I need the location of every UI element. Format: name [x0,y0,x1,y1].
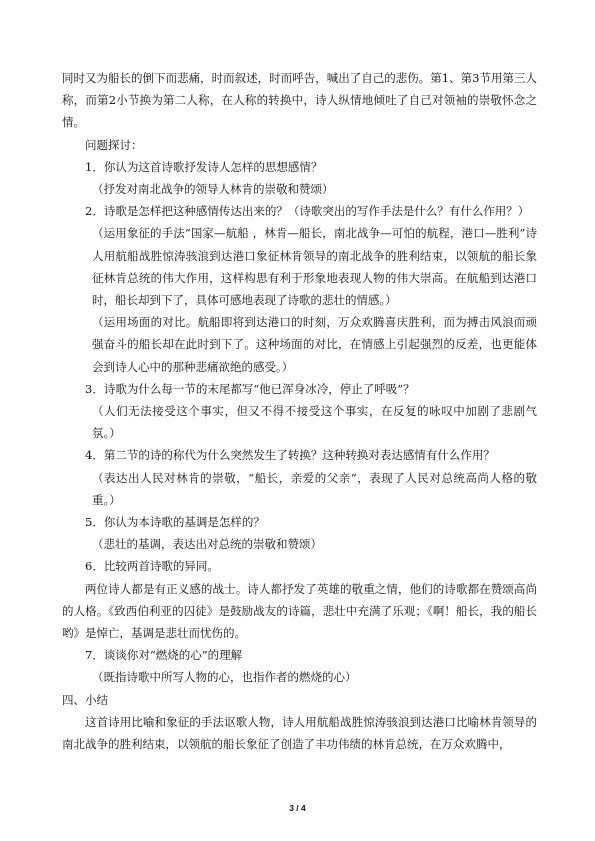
page-number: 3 / 4 [289,803,306,813]
question-3: 3．诗歌为什么每一节的末尾都写“他已浑身冰冷，停止了呼吸”？ [85,381,415,396]
answer-3: （人们无法接受这个事实，但又不得不接受这个事实，在反复的咏叹中加剧了悲剧气氛。） [92,404,537,441]
question-4: 4．第二节的诗的称代为什么突然发生了转换？这种转换对表达感情有什么作用？ [85,448,495,463]
page-content [62,67,537,755]
question-2: 2．诗歌是怎样把这种感情传达出来的？（诗歌突出的写作手法是什么？有什么作用？） [85,204,530,219]
answer-4: （表达出人民对林肯的崇敬，“船长，亲爱的父亲”，表现了人民对总统高尚人格的敬重。） [92,470,537,507]
answer-2a: （运用象征的手法“国家—航船 ，林肯—船长，南北战争—可怕的航程，港口—胜利”诗人用航船战胜惊涛骇浪到达港口象征林肯领导的南北战争的胜利结束，以领航的船长象征林肯总统的伟大作用，这样构思有利于形象地表现人物的伟大崇高。在航船到达港口时，船长却到下了，具体可感地表现了诗歌的悲壮的情感。） [92,226,537,308]
question-6: 6．比较两首诗歌的异同。 [85,559,219,574]
question-1: 1．你认为这首诗歌抒发诗人怎样的思想感情？ [85,159,323,174]
question-7: 7．谈谈你对“燃烧的心”的理解 [85,648,243,663]
section-summary-heading: 四、小结 [62,692,108,707]
question-5: 5．你认为本诗歌的基调是怎样的？ [85,515,265,530]
discussion-heading: 问题探讨： [85,137,143,152]
summary-paragraph: 这首诗用比喻和象征的手法讴歌人物，诗人用航船战胜惊涛骇浪到达港口比喻林肯领导的南北战争的胜利结束，以领航的船长象征了创造了丰功伟绩的林肯总统，在万众欢腾中， [62,714,537,752]
answer-5: （悲壮的基调，表达出对总统的崇敬和赞颂） [92,537,322,552]
answer-1: （抒发对南北战争的领导人林肯的崇敬和赞颂） [92,182,334,197]
answer-6: 两位诗人都是有正义感的战士。诗人都抒发了英雄的敬重之情，他们的诗歌都在赞颂高尚的人格。《致西伯利亚的囚徒》是鼓励战友的诗篇，悲壮中充满了乐观；《啊！船长，我的船长哟》是悼亡，基调是悲壮而忧伤的。 [62,581,537,641]
answer-7: （既指诗歌中所写人物的心，也指作者的燃烧的心） [92,670,357,685]
answer-2b: （运用场面的对比。航船即将到达港口的时刻，万众欢腾喜庆胜利，而为搏击风浪而顽强奋斗的船长却在此时到下了。这种场面的对比，在情感上引起强烈的反差，也更能体会到诗人心中的那种悲痛欲绝的感受。） [92,315,537,374]
paragraph-1: 同时又为船长的倒下而悲痛，时而叙述，时而呼告，喊出了自己的悲伤。第1、第3节用第三人称，而第2小节换为第二人称，在人称的转换中，诗人纵情地倾吐了自己对领袖的崇敬怀念之情。 [62,71,537,130]
